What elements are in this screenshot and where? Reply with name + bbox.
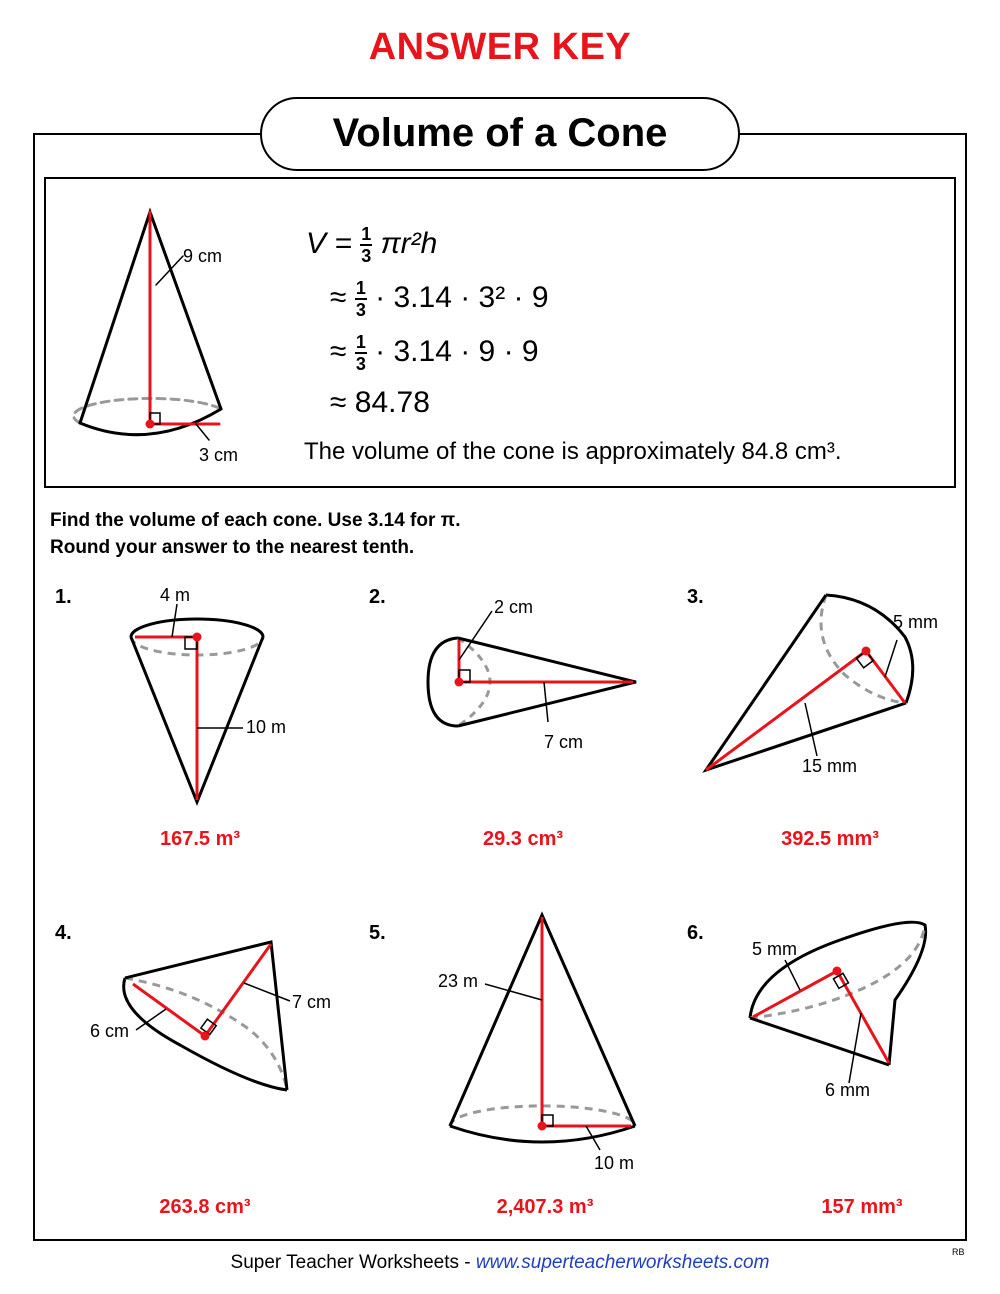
instructions-line-2: Round your answer to the nearest tenth.: [50, 537, 415, 558]
cone-2-diagram: [428, 611, 636, 726]
cone-5-diagram: [450, 915, 635, 1150]
problem-4-radius-label: 6 cm: [90, 1021, 130, 1041]
cone-3-diagram: [706, 595, 913, 770]
answer-3: 392.5 mm³: [781, 828, 879, 850]
problem-5-radius-label: 10 m: [594, 1153, 635, 1173]
formula-rhs: πr²h: [380, 226, 438, 260]
problem-1-radius-label: 4 m: [160, 585, 191, 605]
formula-lhs: V =: [306, 226, 352, 260]
instructions-line-1: Find the volume of each cone. Use 3.14 for π.: [50, 510, 461, 531]
problem-2-radius-label: 2 cm: [494, 597, 534, 617]
problem-number-4: 4.: [55, 922, 72, 944]
fraction-one-third: $\frac{1}{3}$: [355, 278, 366, 320]
problem-5-height-label: 23 m: [438, 971, 479, 991]
footer: [0, 1252, 1000, 1274]
problem-number-2: 2.: [369, 586, 386, 608]
page-code: RB: [952, 1247, 965, 1257]
problem-number-6: 6.: [687, 922, 704, 944]
problem-2-height-label: 7 cm: [544, 732, 584, 752]
problem-number-5: 5.: [369, 922, 386, 944]
example-slant-label: 9 cm: [183, 246, 223, 266]
answer-5: 2,407.3 m³: [496, 1196, 594, 1218]
footer-text: Super Teacher Worksheets -: [230, 1252, 476, 1273]
page-title: Volume of a Cone: [260, 97, 740, 171]
problem-number-3: 3.: [687, 586, 704, 608]
example-conclusion: The volume of the cone is approximately 84.8 cm³.: [304, 438, 842, 465]
problem-6-radius-label: 5 mm: [752, 939, 797, 959]
problem-4-height-label: 7 cm: [292, 992, 332, 1012]
answer-2: 29.3 cm³: [482, 828, 564, 850]
formula-line-2: ≈ $\frac{1}{3}$ · 3.14 · 3² · 9: [330, 278, 549, 320]
cone-4-diagram: [124, 942, 290, 1090]
cone-1-diagram: [131, 604, 263, 802]
problem-3-height-label: 15 mm: [802, 756, 858, 776]
fraction-one-third: $\frac{1}{3}$: [361, 224, 372, 266]
answer-6: 157 mm³: [821, 1196, 903, 1218]
problem-3-radius-label: 5 mm: [893, 612, 938, 632]
fraction-one-third: $\frac{1}{3}$: [355, 332, 366, 374]
answer-key-heading: ANSWER KEY: [368, 26, 632, 68]
problem-number-1: 1.: [55, 586, 72, 608]
formula-line-4: ≈ 84.78: [330, 386, 430, 419]
problem-6-height-label: 6 mm: [825, 1080, 870, 1100]
answer-4: 263.8 cm³: [159, 1196, 251, 1218]
problem-1-height-label: 10 m: [246, 717, 287, 737]
formula-line-1: [306, 224, 437, 266]
example-radius-label: 3 cm: [199, 445, 239, 465]
footer-link[interactable]: www.superteacherworksheets.com: [475, 1252, 770, 1273]
answer-1: 167.5 m³: [159, 828, 241, 850]
formula-line-3: ≈ $\frac{1}{3}$ · 3.14 · 9 · 9: [330, 332, 539, 374]
